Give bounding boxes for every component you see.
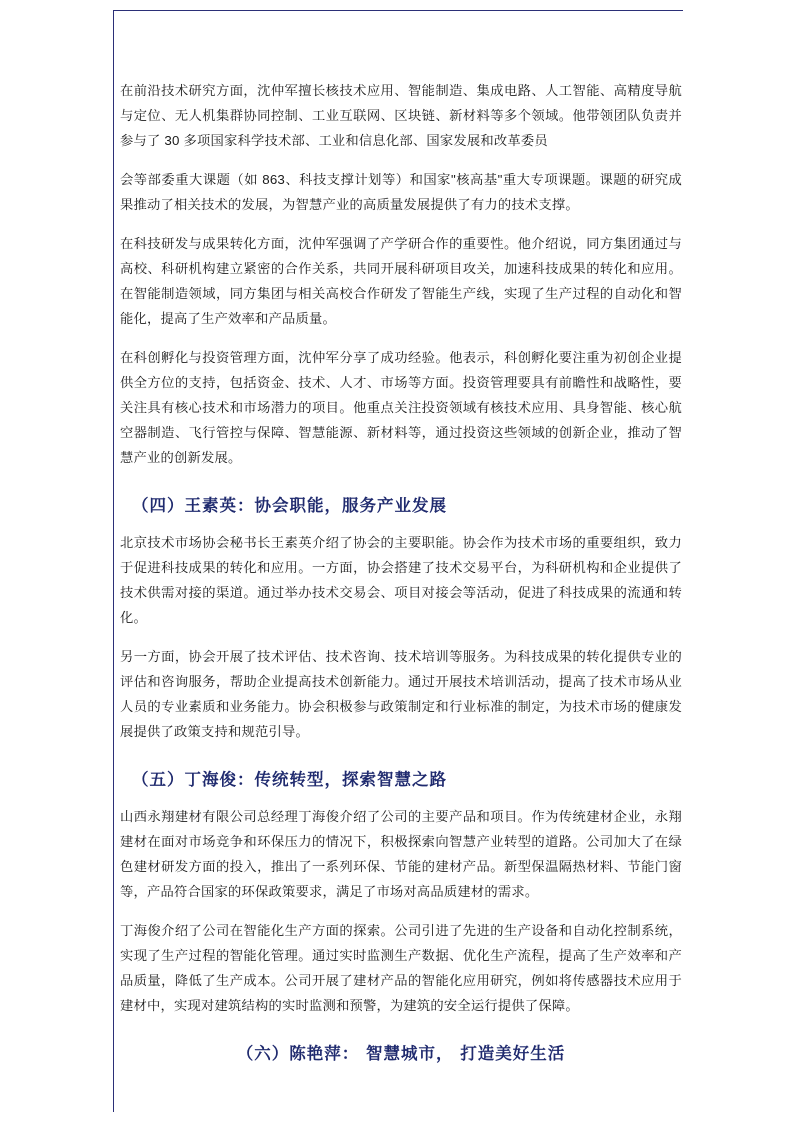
- page-border-top: [113, 10, 683, 11]
- paragraph-association-functions: 北京技术市场协会秘书长王素英介绍了协会的主要职能。协会作为技术市场的重要组织，致力于促进科技成果的转化和应用。一方面，协会搭建了技术交易平台，为科研机构和企业提供了技术供需对接的渠道。通过举办技术交易会、项目对接会等活动，促进了科技成果的流通和转化。: [120, 535, 682, 625]
- paragraph-yongxiang-intelligent: 丁海俊介绍了公司在智能化生产方面的探索。公司引进了先进的生产设备和自动化控制系统，实现了生产过程的智能化管理。通过实时监测生产数据、优化生产流程，提高了生产效率和产品质量，降低了生产成本。公司开展了建材产品的智能化应用研究，例如将传感器技术应用于建材中，实现对建筑结构的实时监测和预警，为建筑的安全运行提供了保障。: [120, 923, 682, 1013]
- heading-section-six: （六）陈艳萍： 智慧城市， 打造美好生活: [236, 1044, 566, 1063]
- paragraph-association-services: 另一方面，协会开展了技术评估、技术咨询、技术培训等服务。为科技成果的转化提供专业的评估和咨询服务，帮助企业提高技术创新能力。通过开展技术培训活动，提高了技术市场从业人员的专业素质和业务能力。协会积极参与政策制定和行业标准的制定，为技术市场的健康发展提供了政策支持和规范引导。: [120, 649, 682, 739]
- heading-section-four: （四）王素英：协会职能，服务产业发展: [132, 496, 447, 515]
- heading-section-five: （五）丁海俊：传统转型，探索智慧之路: [132, 770, 447, 789]
- paragraph-yongxiang-products: 山西永翔建材有限公司总经理丁海俊介绍了公司的主要产品和项目。作为传统建材企业，永翔建材在面对市场竞争和环保压力的情况下，积极探索向智慧产业转型的道路。公司加大了在绿色建材研发方面的投入，推出了一系列环保、节能的建材产品。新型保温隔热材料、节能门窗等，产品符合国家的环保政策要求，满足了市场对高品质建材的需求。: [120, 809, 682, 899]
- document-content: [120, 78, 682, 1078]
- page-border-left: [113, 10, 114, 1112]
- paragraph-rd-transformation: 在科技研发与成果转化方面，沈仲军强调了产学研合作的重要性。他介绍说，同方集团通过与高校、科研机构建立紧密的合作关系，共同开展科研项目攻关，加速科技成果的转化和应用。在智能制造领域，同方集团与相关高校合作研发了智能生产线，实现了生产过程的自动化和智能化，提高了生产效率和产品质量。: [120, 236, 682, 326]
- paragraph-incubation-investment: 在科创孵化与投资管理方面，沈仲军分享了成功经验。他表示，科创孵化要注重为初创企业提供全方位的支持，包括资金、技术、人才、市场等方面。投资管理要具有前瞻性和战略性，要关注具有核心技术和市场潜力的项目。他重点关注投资领域有核技术应用、具身智能、核心航空器制造、飞行管控与保障、智慧能源、新材料等，通过投资这些领域的创新企业，推动了智慧产业的创新发展。: [120, 350, 682, 465]
- paragraph-frontier-tech: 在前沿技术研究方面，沈仲军擅长核技术应用、智能制造、集成电路、人工智能、高精度导航与定位、无人机集群协同控制、工业互联网、区块链、新材料等多个领域。他带领团队负责并参与了 30 多项国家科学技术部、工业和信息化部、国家发展和改革委员: [120, 83, 682, 148]
- paragraph-major-projects: 会等部委重大课题（如 863、科技支撑计划等）和国家"核高基"重大专项课题。课题的研究成果推动了相关技术的发展，为智慧产业的高质量发展提供了有力的技术支撑。: [120, 172, 682, 212]
